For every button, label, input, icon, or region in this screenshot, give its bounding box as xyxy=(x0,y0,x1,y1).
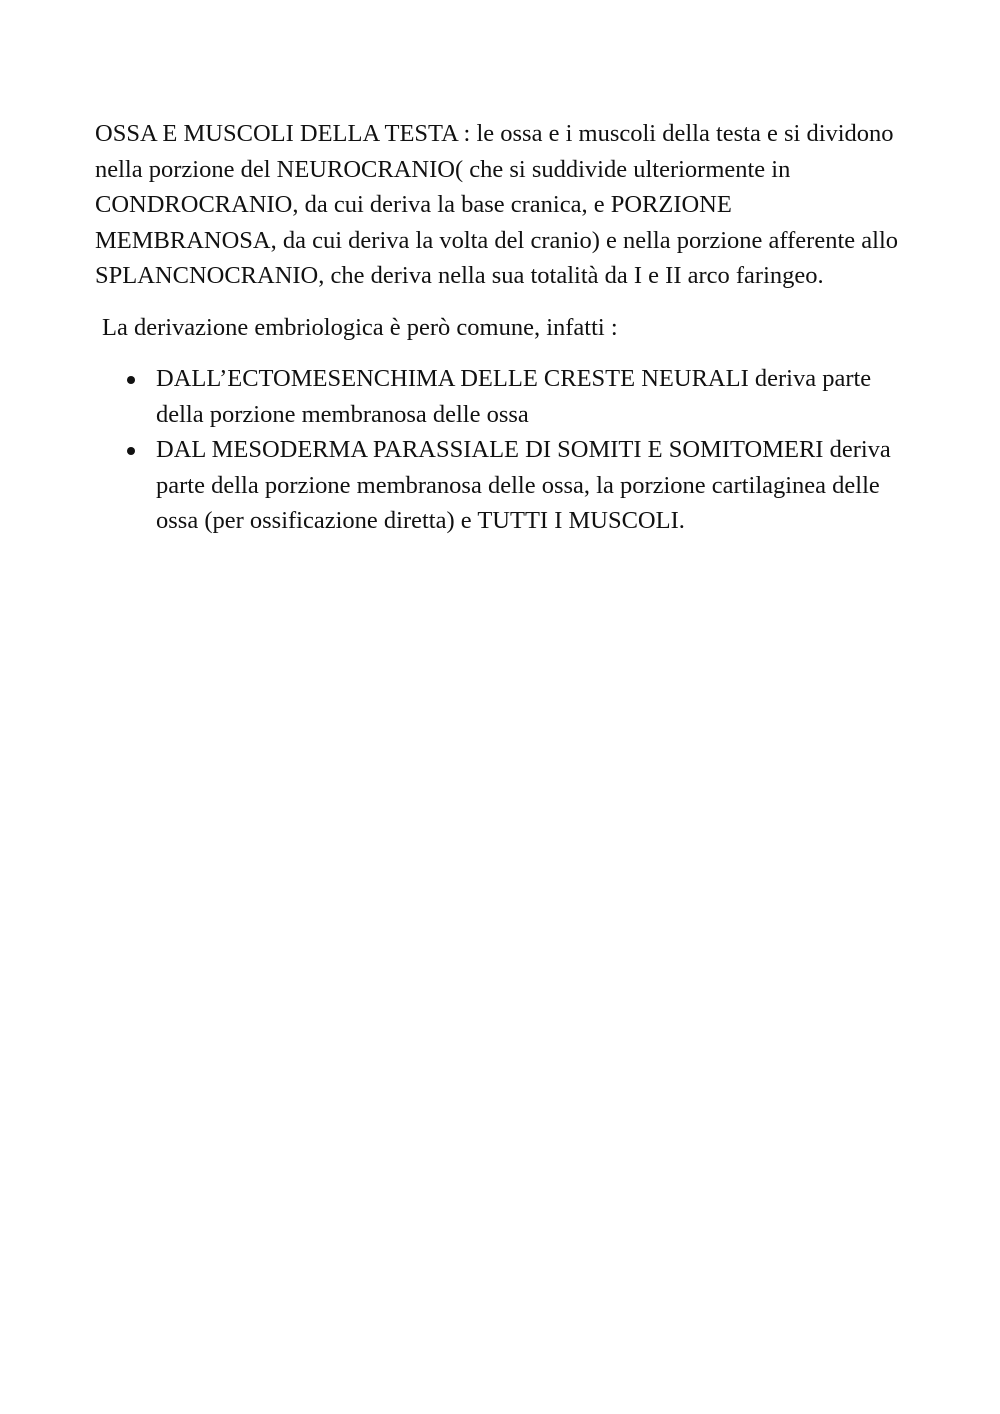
main-paragraph: OSSA E MUSCOLI DELLA TESTA : le ossa e i muscoli della testa e si dividono nella porzione del NEUROCRANIO( che si suddivide ulteriormente in CONDROCRANIO, da cui deriva la base cranica, e PORZIONE MEMBRANOSA, da cui deriva la volta del cranio) e nella porzione afferente allo SPLANCNOCRANIO, che deriva nella sua totalità da I e II arco faringeo. xyxy=(95,120,899,289)
list-item xyxy=(95,361,915,432)
document-body xyxy=(95,116,915,539)
list-item-text: DAL MESODERMA PARASSIALE DI SOMITI E SOMITOMERI deriva parte della porzione membranosa delle ossa, la porzione cartilaginea delle ossa (per ossificazione diretta) e TUTTI I MUSCOLI. xyxy=(156,436,891,534)
intro-paragraph: La derivazione embriologica è però comune, infatti : xyxy=(102,313,618,341)
list-item xyxy=(95,432,915,539)
bullet-dot-icon xyxy=(127,447,135,455)
list-item-text: DALL’ECTOMESENCHIMA DELLE CRESTE NEURALI deriva parte della porzione membranosa delle ossa xyxy=(156,365,872,428)
bullet-list xyxy=(95,361,915,539)
bullet-dot-icon xyxy=(127,376,135,384)
